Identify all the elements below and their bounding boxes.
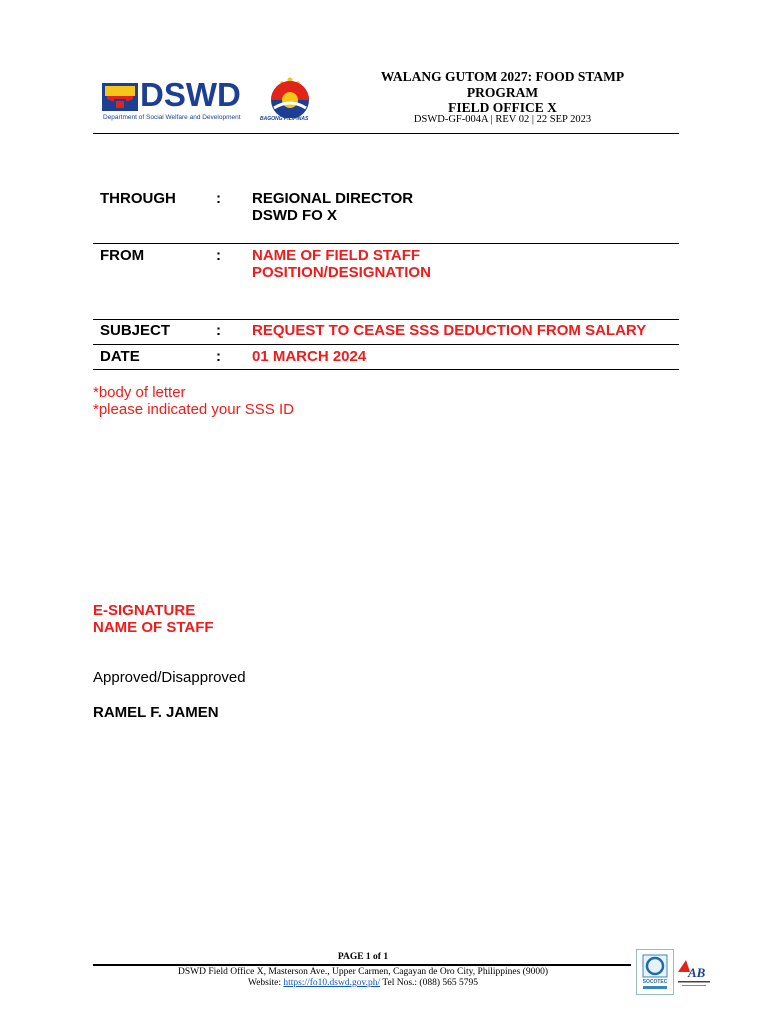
dswd-logo-subtext: Department of Social Welfare and Development xyxy=(103,114,241,121)
through-colon: : xyxy=(216,190,221,207)
through-divider xyxy=(93,243,679,244)
from-label: FROM xyxy=(100,247,145,264)
date-label: DATE xyxy=(100,348,140,365)
footer-address: DSWD Field Office X, Masterson Ave., Upper Carmen, Cagayan de Oro City, Philippines (9000) xyxy=(178,967,548,977)
pab-text: AB xyxy=(688,965,706,980)
through-value xyxy=(252,190,413,224)
subject-divider xyxy=(93,344,679,345)
subject-value: REQUEST TO CEASE SSS DEDUCTION FROM SALARY xyxy=(252,322,647,339)
dswd-logo-text: DSWD xyxy=(140,76,241,113)
through-label: THROUGH xyxy=(100,190,176,207)
dswd-emblem-icon xyxy=(102,83,138,111)
footer-address-block xyxy=(93,967,633,989)
socotec-logo-icon xyxy=(637,950,673,994)
bagong-pilipinas-emblem-icon xyxy=(262,72,318,118)
bagong-pilipinas-logo xyxy=(262,72,318,128)
telephone: Tel Nos.: (088) 565 5795 xyxy=(382,978,479,988)
title-line-3: FIELD OFFICE X xyxy=(448,100,557,115)
from-line-1: NAME OF FIELD STAFF xyxy=(252,247,421,264)
date-colon: : xyxy=(216,348,221,365)
header-divider xyxy=(93,133,679,134)
date-value: 01 MARCH 2024 xyxy=(252,348,367,365)
footer-contact xyxy=(93,978,633,989)
bagong-pilipinas-text: BAGONG PILIPINAS xyxy=(260,116,309,122)
dswd-logo xyxy=(102,76,250,126)
footer-divider xyxy=(93,964,631,966)
from-value xyxy=(252,247,431,281)
body-line-2: *please indicated your SSS ID xyxy=(93,400,294,418)
socotec-text: SOCOTEC xyxy=(642,979,668,985)
from-colon: : xyxy=(216,247,221,264)
through-line-2: DSWD FO X xyxy=(252,207,337,224)
approval-status: Approved/Disapproved xyxy=(93,669,246,686)
document-title xyxy=(365,69,640,116)
title-line-2: PROGRAM xyxy=(466,84,539,100)
from-divider xyxy=(93,319,679,320)
date-divider xyxy=(93,369,679,370)
through-line-1: REGIONAL DIRECTOR xyxy=(252,190,414,207)
body-line-1: *body of letter xyxy=(93,384,186,401)
subject-label: SUBJECT xyxy=(100,322,171,339)
pab-logo-icon xyxy=(674,950,714,992)
staff-name-label: NAME OF STAFF xyxy=(93,618,214,636)
website-label: Website: xyxy=(247,978,281,988)
page-number: PAGE 1 of 1 xyxy=(337,952,389,962)
socotec-certification-badge xyxy=(636,949,674,995)
title-line-1: WALANG GUTOM 2027: FOOD STAMP xyxy=(380,69,625,84)
website-link[interactable]: https://fo10.dswd.gov.ph/ xyxy=(283,978,381,988)
form-code: DSWD-GF-004A | REV 02 | 22 SEP 2023 xyxy=(413,114,592,125)
from-line-2: POSITION/DESIGNATION xyxy=(252,264,431,281)
approver-name: RAMEL F. JAMEN xyxy=(93,704,219,721)
letter-body xyxy=(93,385,294,418)
subject-colon: : xyxy=(216,322,221,339)
signature-block xyxy=(93,603,214,636)
e-signature-label: E-SIGNATURE xyxy=(93,602,196,619)
pab-accreditation-badge xyxy=(674,950,714,992)
